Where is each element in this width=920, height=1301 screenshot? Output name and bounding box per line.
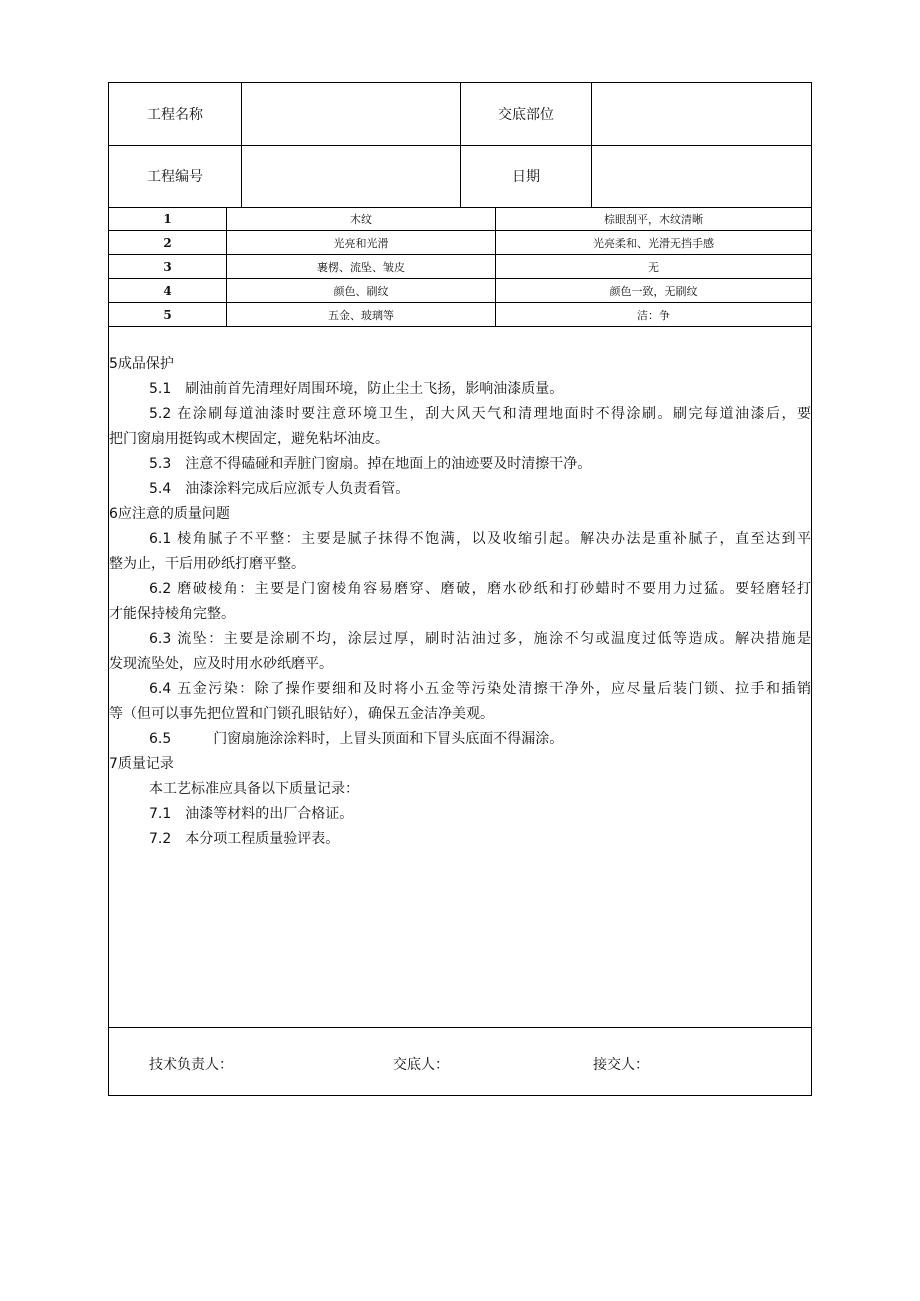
- para-6-3-line1: 6.3 流坠：主要是涂刷不均，涂层过厚，刷时沾油过多，施涂不匀或温度过低等造成。解决措施是: [149, 631, 811, 647]
- row-standard: 颜色一致，无刷纹: [609, 284, 698, 298]
- para-6-4-line2: 等（但可以事先把位置和门锁孔眼钻好），确保五金洁净美观。: [109, 706, 494, 722]
- project-no-label: 工程编号: [109, 145, 242, 207]
- row-number: 4: [109, 279, 227, 302]
- table-row: [109, 255, 811, 279]
- quality-table: [109, 207, 811, 327]
- project-no-value[interactable]: [242, 145, 461, 207]
- para-5-1: 5.1 刷油前首先清理好周围环境，防止尘土飞扬，影响油漆质量。: [149, 381, 564, 397]
- para-7-1: 7.1 油漆等材料的出厂合格证。: [149, 806, 354, 822]
- header-row-2: [109, 145, 811, 208]
- section-7-title: 7质量记录: [109, 756, 174, 772]
- date-value[interactable]: [592, 145, 811, 207]
- row-item: 颜色、刷纹: [227, 279, 496, 302]
- row-item: 裹楞、流坠、皱皮: [227, 255, 496, 278]
- handover-form: [108, 82, 812, 1096]
- para-5-3: 5.3 注意不得磕碰和弄脏门窗扇。掉在地面上的油迹要及时清擦干净。: [149, 456, 592, 472]
- row-number: 5: [109, 303, 227, 326]
- para-5-2-line1: 5.2 在涂刷每道油漆时要注意环境卫生，刮大风天气和清理地面时不得涂刷。刷完每道油漆后，要: [149, 406, 811, 422]
- row-number: 1: [109, 207, 227, 230]
- para-7-intro: 本工艺标准应具备以下质量记录：: [149, 781, 359, 797]
- section-6-title: 6应注意的质量问题: [109, 506, 230, 522]
- date-label: 日期: [461, 145, 592, 207]
- row-item: 五金、玻璃等: [227, 303, 496, 326]
- para-6-2-line2: 才能保持棱角完整。: [109, 606, 235, 622]
- row-standard: 光亮柔和、光滑无挡手感: [593, 236, 714, 250]
- table-row: [109, 279, 811, 303]
- row-standard: 洁：争: [637, 308, 670, 322]
- handover-part-value[interactable]: [592, 83, 811, 145]
- handover-part-label: 交底部位: [461, 83, 592, 145]
- table-row: [109, 207, 811, 231]
- receiver-label: 接交人：: [593, 1057, 649, 1073]
- para-6-5: 6.5 门窗扇施涂涂料时，上冒头顶面和下冒头底面不得漏涂。: [149, 731, 564, 747]
- table-row: [109, 231, 811, 255]
- para-6-1-line2: 整为止，干后用砂纸打磨平整。: [109, 556, 305, 572]
- row-item: 光亮和光滑: [227, 231, 496, 254]
- para-6-3-line2: 发现流坠处，应及时用水砂纸磨平。: [109, 656, 333, 672]
- discloser-label: 交底人：: [393, 1057, 449, 1073]
- header-row-1: [109, 83, 811, 146]
- para-6-1-line1: 6.1 棱角腻子不平整：主要是腻子抹得不饱满，以及收缩引起。解决办法是重补腻子，直至达到平: [149, 531, 811, 547]
- para-5-2-line2: 把门窗扇用挺钩或木楔固定，避免粘坏油皮。: [109, 431, 389, 447]
- row-standard: 无: [648, 260, 659, 274]
- project-name-value[interactable]: [242, 83, 461, 145]
- signature-row: [109, 1027, 811, 1096]
- tech-lead-label: 技术负责人：: [149, 1057, 233, 1073]
- row-number: 3: [109, 255, 227, 278]
- row-number: 2: [109, 231, 227, 254]
- project-name-label: 工程名称: [109, 83, 242, 145]
- section-5-title: 5成品保护: [109, 356, 174, 372]
- para-6-2-line1: 6.2 磨破棱角：主要是门窗棱角容易磨穿、磨破，磨水砂纸和打砂蜡时不要用力过猛。要轻磨轻打: [149, 581, 811, 597]
- para-5-4: 5.4 油漆涂料完成后应派专人负责看管。: [149, 481, 410, 497]
- table-row: [109, 303, 811, 327]
- row-item: 木纹: [227, 207, 496, 230]
- para-7-2: 7.2 本分项工程质量验评表。: [149, 831, 340, 847]
- row-standard: 棕眼刮平，木纹清晰: [604, 212, 703, 226]
- para-6-4-line1: 6.4 五金污染：除了操作要细和及时将小五金等污染处清擦干净外，应尽量后装门锁、拉手和插销: [149, 681, 811, 697]
